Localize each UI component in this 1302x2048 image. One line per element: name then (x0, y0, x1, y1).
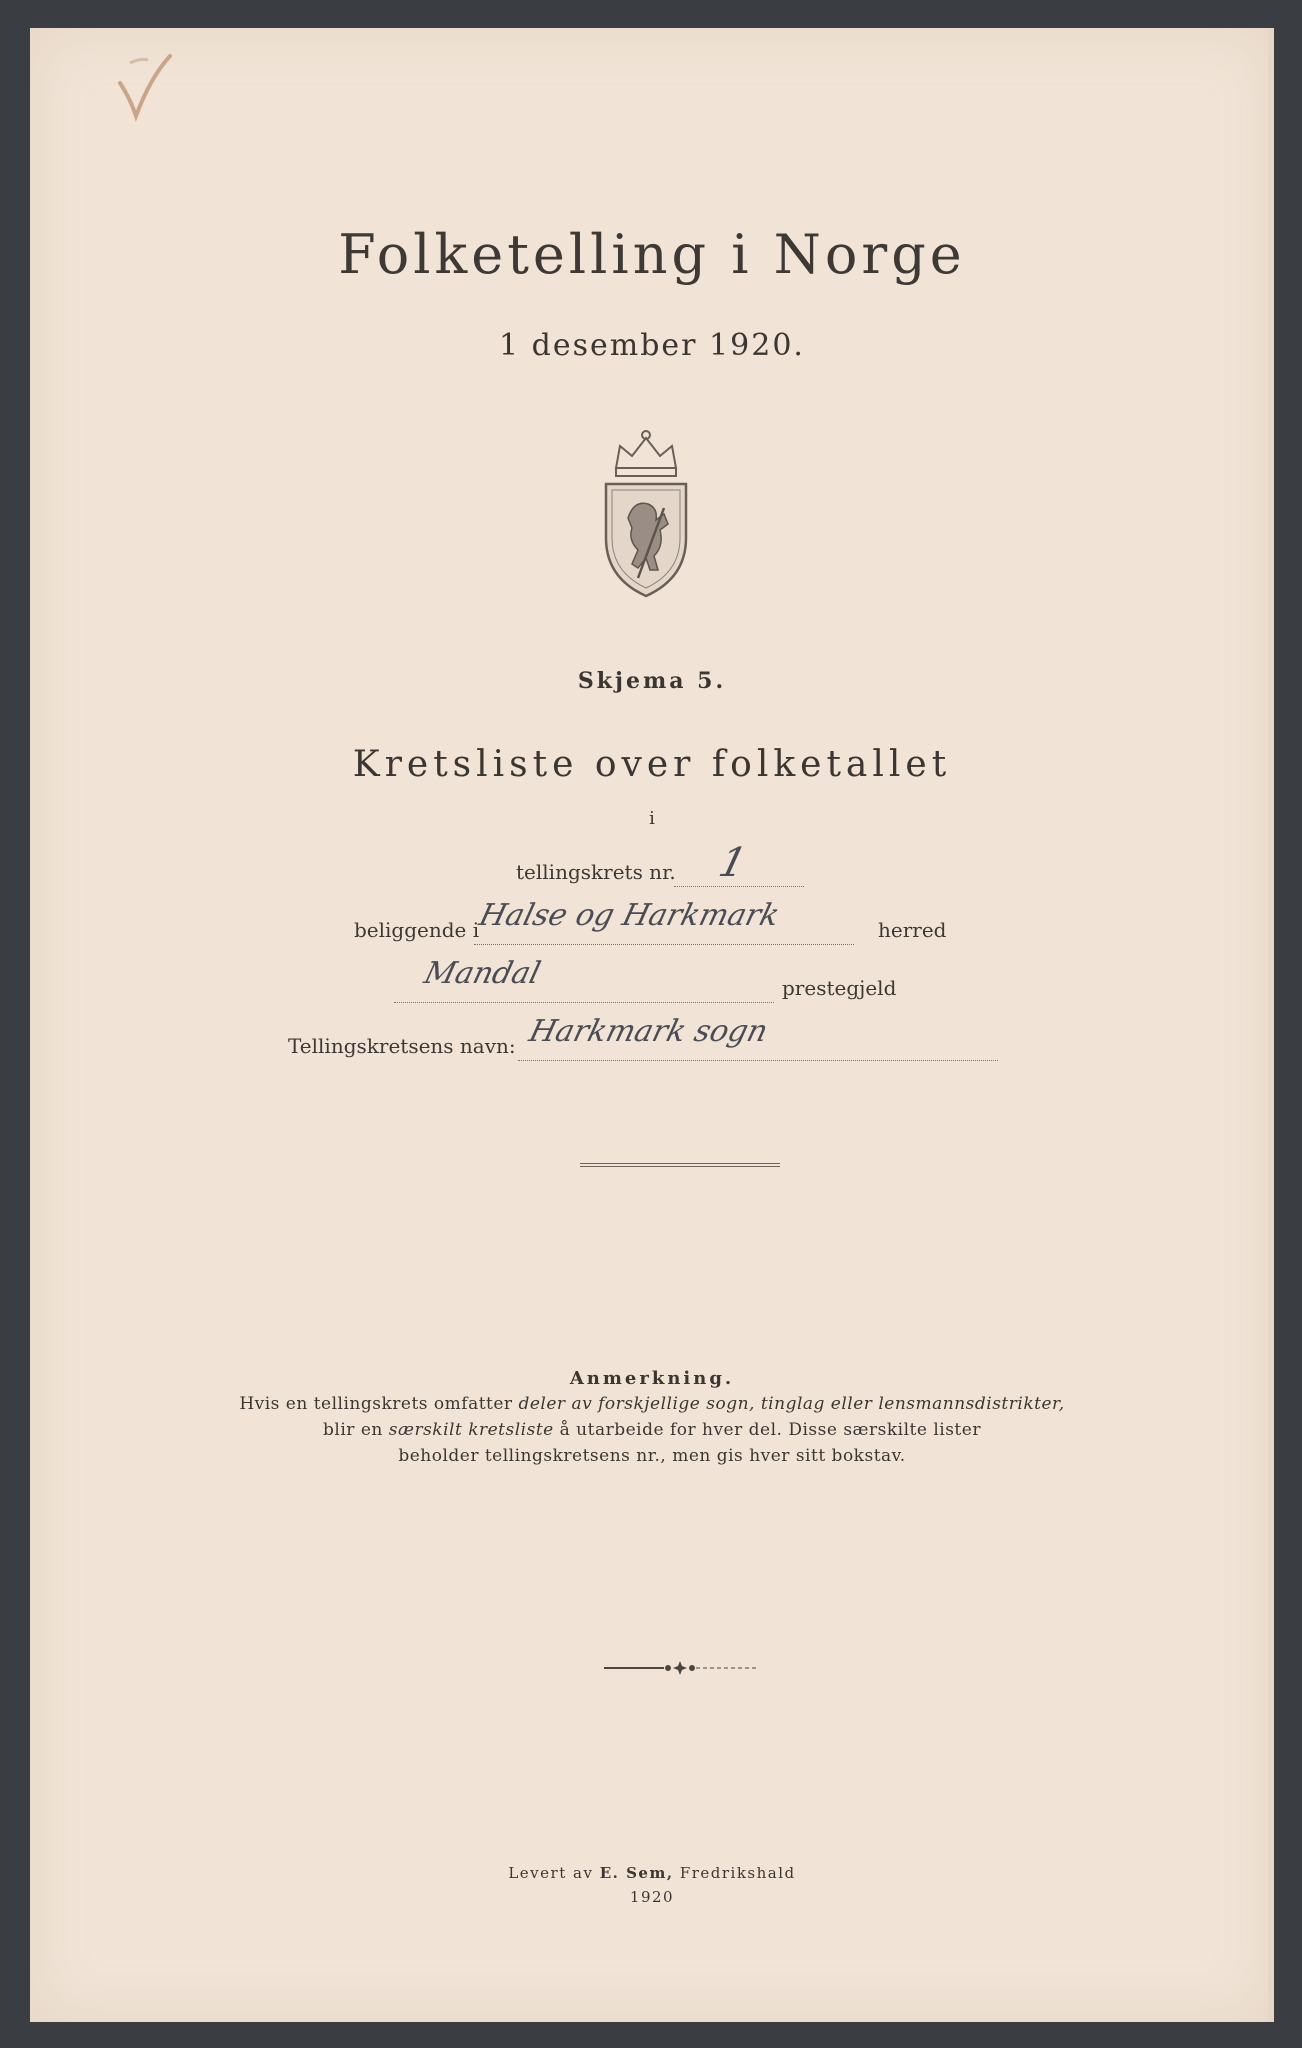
printer-name: E. Sem, (599, 1864, 674, 1882)
prestegjeld-value: Mandal (420, 956, 544, 991)
krets-name-value: Harkmark sogn (525, 1014, 772, 1049)
beliggende-label: beliggende i (354, 918, 480, 942)
prestegjeld-line (394, 1002, 774, 1003)
tellingskrets-label: tellingskrets nr. (516, 860, 676, 884)
connector-text: i (649, 808, 655, 829)
census-date: 1 desember 1920. (499, 328, 805, 363)
note-line-2-plain-a: blir en (323, 1420, 389, 1440)
coat-of-arms-icon (598, 428, 694, 600)
note-title: Anmerkning. (569, 1368, 735, 1389)
krets-name-label: Tellingskretsens navn: (288, 1034, 516, 1058)
census-form-page (30, 28, 1274, 2022)
document-title: Folketelling i Norge (338, 223, 966, 286)
tellingskrets-line (674, 886, 804, 887)
schema-number: Skjema 5. (577, 668, 727, 694)
note-line-2-italic: særskilt kretsliste (388, 1420, 554, 1440)
herred-value: Halse og Harkmark (475, 898, 783, 933)
krets-name-line (518, 1060, 998, 1061)
tellingskrets-number-value: 1 (714, 840, 752, 886)
note-line-2-plain-b: å utarbeide for hver del. Disse særskilte lister (553, 1420, 981, 1440)
ornament-divider-icon (600, 1658, 760, 1678)
beliggende-line (474, 944, 854, 945)
note-line-1-plain: Hvis en tellingskrets omfatter (239, 1394, 519, 1414)
printer-place: Fredrikshald (673, 1864, 796, 1882)
check-mark-icon (100, 38, 180, 128)
note-line-3: beholder tellingskretsens nr., men gis hver sitt bokstav. (398, 1446, 906, 1466)
note-line-1 (30, 1394, 1274, 1414)
herred-label: herred (878, 918, 947, 942)
separator-rule (580, 1163, 780, 1167)
printer-prefix: Levert av (508, 1864, 600, 1882)
note-line-2 (30, 1420, 1274, 1440)
printer-line (30, 1864, 1274, 1882)
note-line-1-italic: deler av forskjellige sogn, tinglag eller lensmannsdistrikter, (518, 1394, 1065, 1414)
form-heading: Kretsliste over folketallet (352, 744, 952, 785)
printer-year: 1920 (629, 1888, 675, 1906)
prestegjeld-label: prestegjeld (782, 976, 897, 1000)
